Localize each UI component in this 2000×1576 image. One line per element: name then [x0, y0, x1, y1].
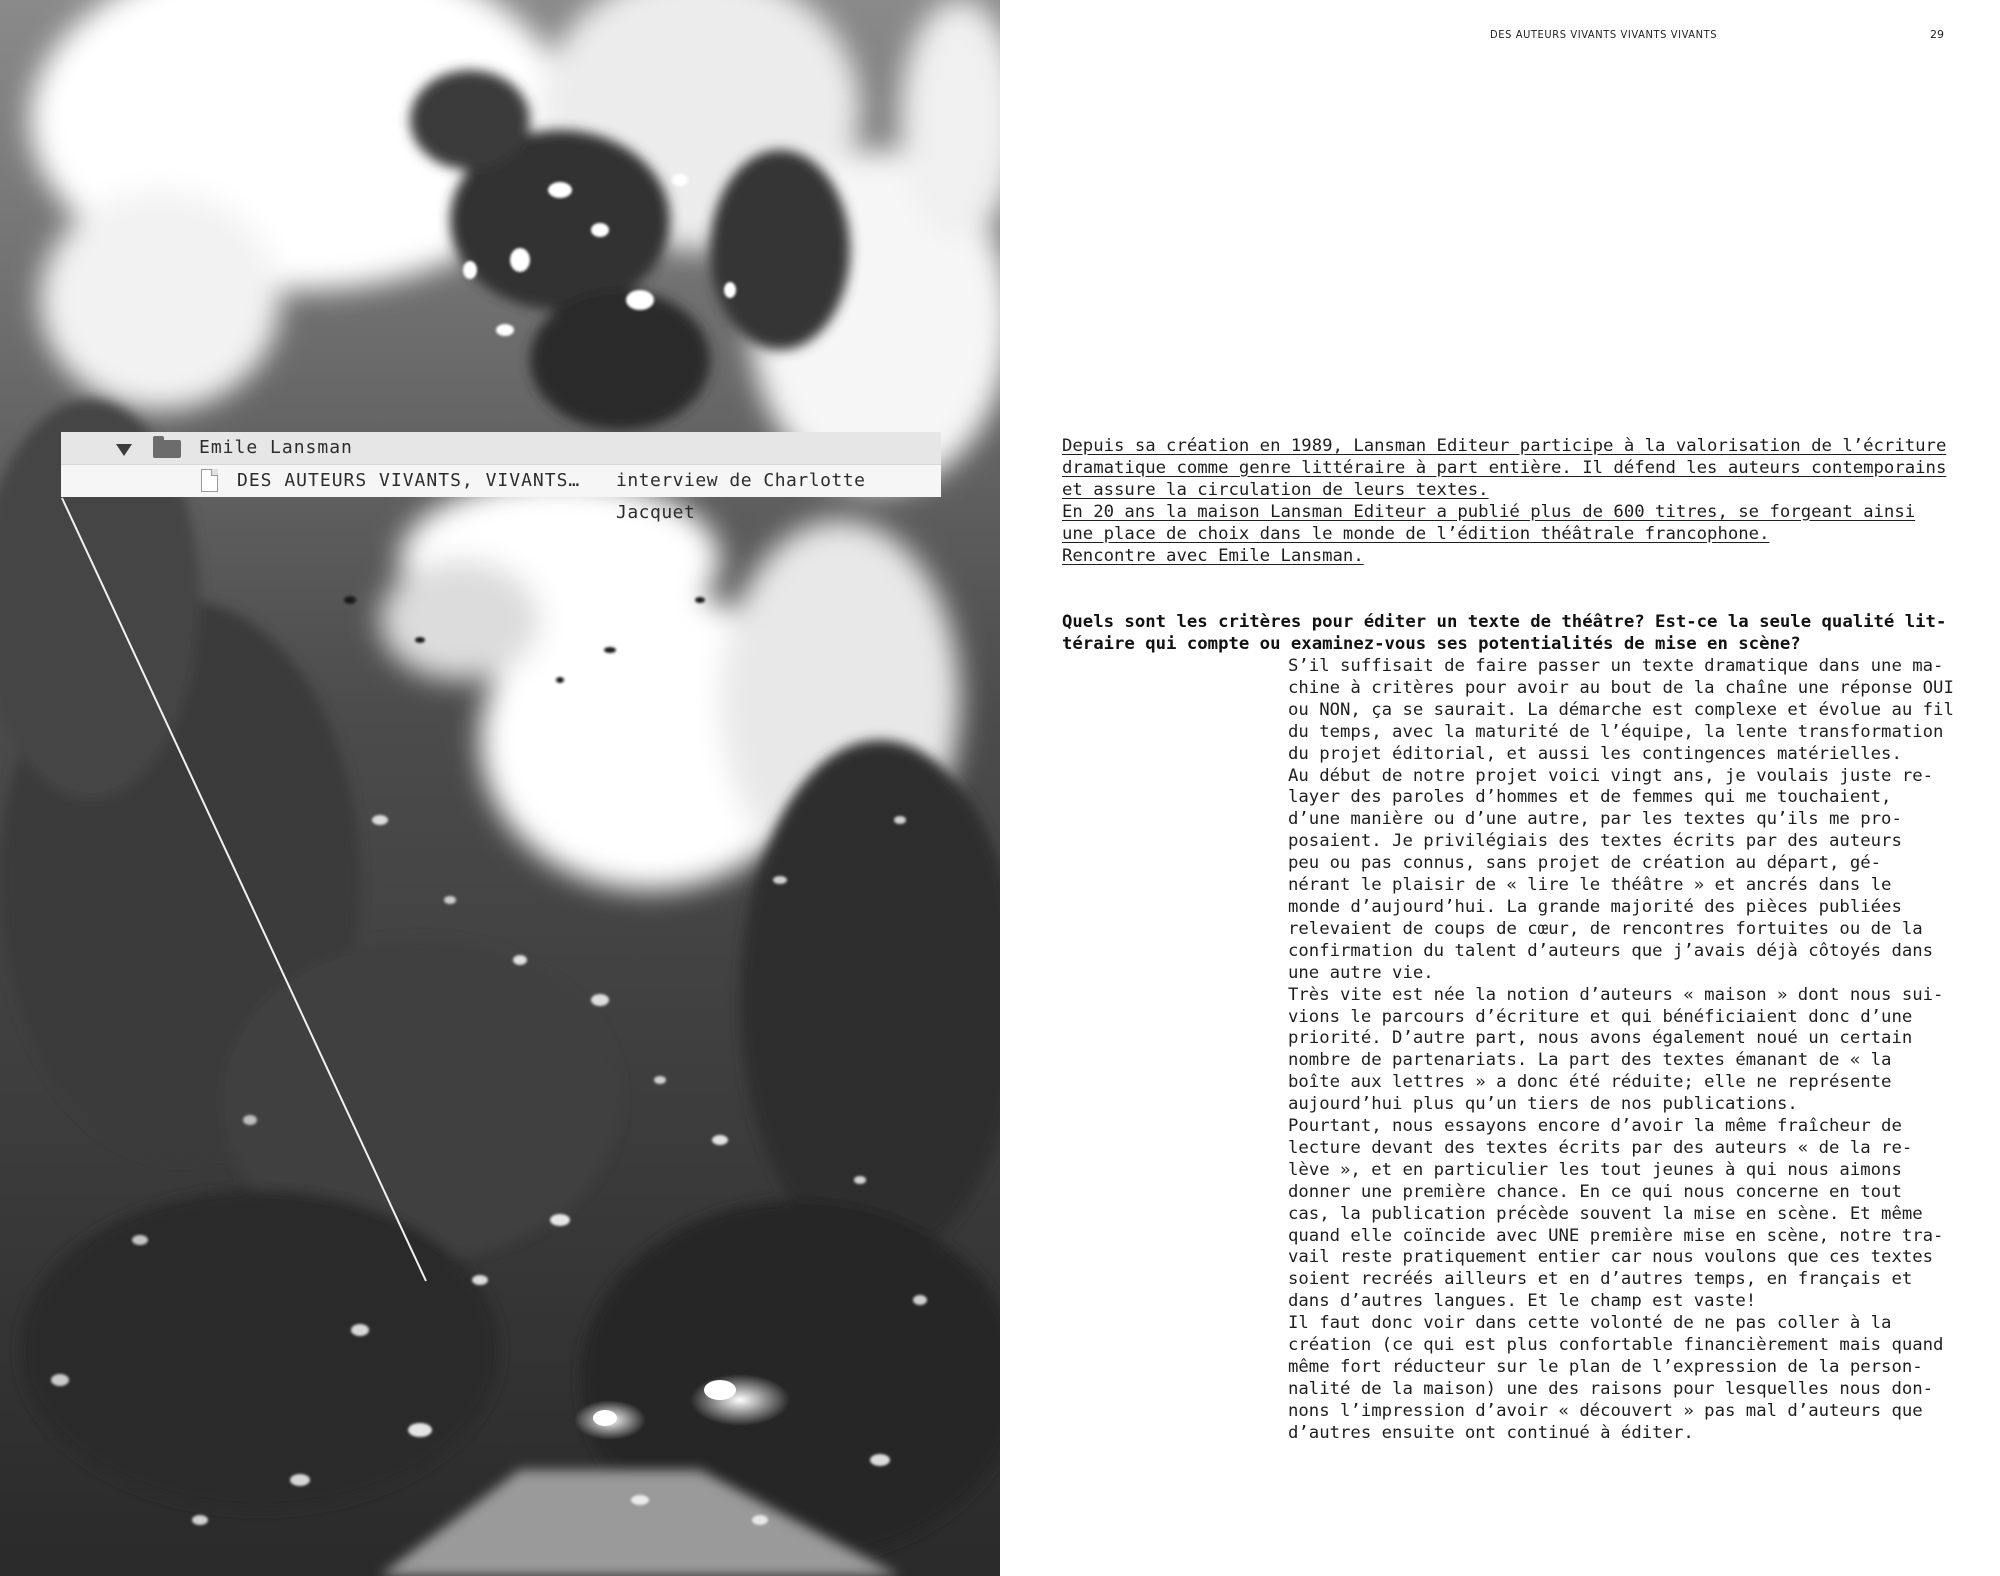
- answer-line: quand elle coïncide avec UNE première mise en scène, notre tra-: [1288, 1225, 1944, 1246]
- document-icon: [201, 469, 218, 492]
- intro-line: Depuis sa création en 1989, Lansman Editeur participe à la valorisation de l’écriture: [1062, 436, 1947, 456]
- interview-answer: [1288, 656, 1954, 1445]
- answer-line: nérant le plaisir de « lire le théâtre » et ancrés dans le: [1288, 875, 1892, 896]
- answer-line: relevaient de coups de cœur, de rencontres fortuites ou de la: [1288, 918, 1923, 939]
- answer-line: nombre de partenariats. La part des textes émanant de « la: [1288, 1050, 1892, 1071]
- answer-line: cas, la publication précède souvent la mise en scène. Et même: [1288, 1203, 1923, 1224]
- answer-line: confirmation du talent d’auteurs que j’avais déjà côtoyés dans: [1288, 940, 1934, 961]
- answer-line: création (ce qui est plus confortable financièrement mais quand: [1288, 1335, 1944, 1356]
- answer-line: dans d’autres langues. Et le champ est vaste!: [1288, 1291, 1757, 1312]
- intro-line: et assure la circulation de leurs textes.: [1062, 479, 1489, 500]
- answer-line: nons l’impression d’avoir « découvert » pas mal d’auteurs que: [1288, 1400, 1923, 1421]
- answer-line: peu ou pas connus, sans projet de création au départ, gé-: [1288, 853, 1882, 874]
- question-line: téraire qui compte ou examinez-vous ses potentialités de mise en scène?: [1062, 633, 1801, 654]
- document-row[interactable]: [61, 464, 941, 523]
- running-title: DES AUTEURS VIVANTS VIVANTS VIVANTS: [1490, 28, 1718, 41]
- answer-line: ou NON, ça se saurait. La démarche est complexe et évolue au fil: [1288, 699, 1954, 720]
- answer-line: du projet éditorial, et aussi les contingences matérielles.: [1288, 743, 1902, 764]
- answer-line: d’autres ensuite ont continué à éditer.: [1288, 1422, 1694, 1443]
- interview-question: [1062, 612, 1947, 656]
- answer-line: lecture devant des textes écrits par des auteurs « de la re-: [1288, 1137, 1913, 1158]
- answer-line: soient recréés ailleurs et en d’autres temps, en français et: [1288, 1269, 1913, 1290]
- disclosure-triangle-icon[interactable]: [116, 444, 132, 456]
- intro-line: dramatique comme genre littéraire à part entière. Il défend les auteurs contemporains: [1062, 457, 1947, 478]
- question-line: Quels sont les critères pour éditer un texte de théâtre? Est-ce la seule qualité lit-: [1062, 612, 1947, 632]
- file-browser-overlay: [61, 432, 941, 523]
- answer-line: boîte aux lettres » a donc été réduite; elle ne représente: [1288, 1072, 1892, 1093]
- answer-line: une autre vie.: [1288, 962, 1434, 983]
- intro-line: Rencontre avec Emile Lansman.: [1062, 545, 1364, 566]
- answer-line: Au début de notre projet voici vingt ans, je voulais juste re-: [1288, 765, 1934, 786]
- answer-line: Très vite est née la notion d’auteurs « maison » dont nous sui-: [1288, 984, 1944, 1005]
- answer-line: lève », et en particulier les tout jeunes à qui nous aimons: [1288, 1159, 1902, 1180]
- intro-line: une place de choix dans le monde de l’édition théâtrale francophone.: [1062, 523, 1770, 544]
- answer-line: nalité de la maison) une des raisons pour lesquelles nous don-: [1288, 1378, 1934, 1399]
- answer-line: S’il suffisait de faire passer un texte dramatique dans une ma-: [1288, 656, 1944, 676]
- answer-line: posaient. Je privilégiais des textes écrits par des auteurs: [1288, 831, 1902, 852]
- answer-line: aujourd’hui plus qu’un tiers de nos publications.: [1288, 1094, 1798, 1115]
- answer-line: Il faut donc voir dans cette volonté de ne pas coller à la: [1288, 1313, 1892, 1334]
- answer-line: même fort réducteur sur le plan de l’expression de la person-: [1288, 1357, 1923, 1377]
- answer-line: monde d’aujourd’hui. La grande majorité des pièces publiées: [1288, 896, 1902, 917]
- answer-line: Pourtant, nous essayons encore d’avoir la même fraîcheur de: [1288, 1116, 1902, 1137]
- intro-line: En 20 ans la maison Lansman Editeur a publié plus de 600 titres, se forgeant ainsi: [1062, 501, 1916, 522]
- answer-line: d’une manière ou d’une autre, par les textes qu’ils me pro-: [1288, 809, 1902, 830]
- intro-paragraph: [1062, 436, 1947, 567]
- folder-name: Emile Lansman: [199, 437, 353, 458]
- answer-line: vail reste pratiquement entier car nous voulons que ces textes: [1288, 1247, 1934, 1268]
- answer-line: priorité. D’autre part, nous avons également noué un certain: [1288, 1028, 1913, 1049]
- page-number: 29: [1930, 28, 1944, 41]
- document-name: DES AUTEURS VIVANTS, VIVANTS…: [237, 470, 581, 491]
- answer-line: layer des paroles d’hommes et de femmes qui me touchaient,: [1288, 787, 1892, 808]
- answer-line: donner une première chance. En ce qui nous concerne en tout: [1288, 1181, 1902, 1202]
- answer-line: du temps, avec la maturité de l’équipe, la lente transformation: [1288, 721, 1944, 742]
- folder-icon: [153, 440, 181, 458]
- folder-row[interactable]: [61, 432, 941, 464]
- document-meta: interview de Charlotte Jacquet: [616, 470, 866, 523]
- answer-line: vions le parcours d’écriture et qui bénéficiaient donc d’une: [1288, 1006, 1913, 1027]
- answer-line: chine à critères pour avoir au bout de la chaîne une réponse OUI: [1288, 677, 1954, 698]
